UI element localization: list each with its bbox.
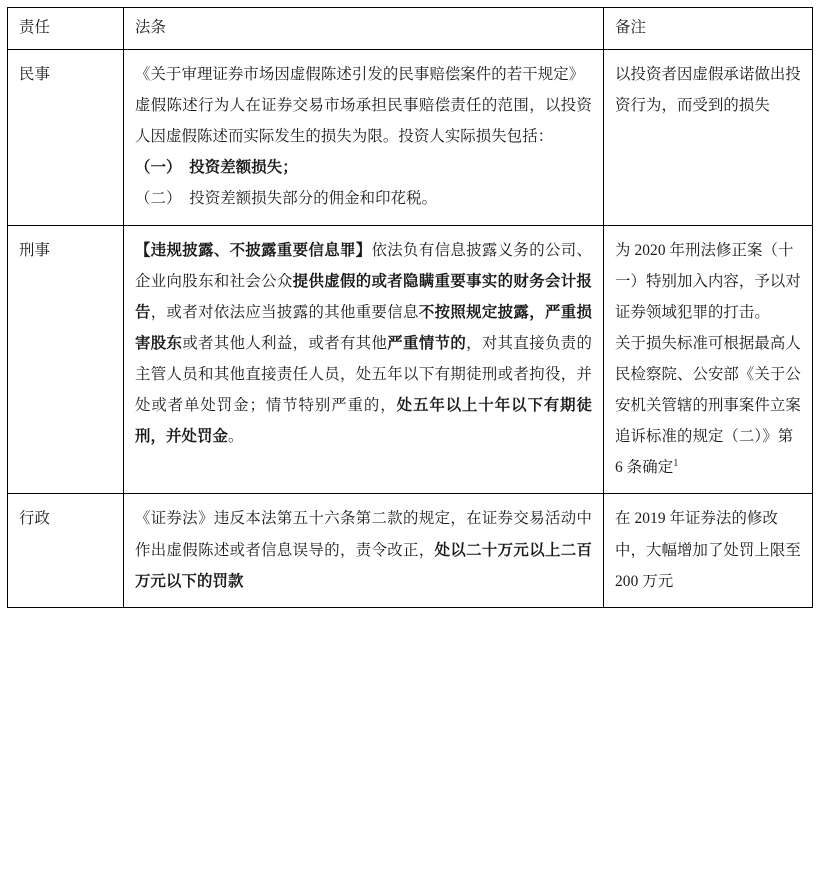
responsibility-label-administrative: 行政 [19,510,50,528]
responsibility-label-civil: 民事 [19,66,50,83]
emphasis-text: 不按照规定披露，严重损害股东 [135,303,592,352]
cell-provision-criminal [124,225,604,494]
body-text: 依法负有信息披露义务的公司、企业向股东和社会公众 [135,241,592,290]
paragraph [135,90,592,152]
paragraph [615,503,801,596]
cell-remark-civil [604,50,813,226]
body-text: 《证券法》违反本法第五十六条第二款的规定，在证券交易活动中作出虚假陈述或者信息误导的，责令改正， [135,510,592,559]
body-text: 或者其他人利益，或者有其他 [182,334,388,352]
paragraph [615,235,801,328]
table-row [8,225,813,494]
table-body [8,50,813,608]
footnote-reference-marker[interactable]: 1 [673,458,679,470]
column-header-provision [124,8,604,50]
column-header-responsibility [8,8,124,50]
cell-remark-administrative [604,494,813,607]
paragraph [615,328,801,484]
paragraph [135,235,592,453]
emphasis-text: 【违规披露、不披露重要信息罪】 [135,241,372,259]
body-text: （二） 投资差额损失部分的佣金和印花税。 [135,190,438,208]
cell-provision-administrative [124,494,604,607]
cell-provision-civil [124,50,604,226]
paragraph [135,152,592,183]
paragraph [615,59,801,121]
column-header-remark [604,8,813,50]
table-row [8,50,813,226]
column-header-provision-label: 法条 [135,19,166,36]
column-header-remark-label: 备注 [615,19,646,36]
emphasis-text: 处五年以上十年以下有期徒刑，并处罚金 [135,397,593,446]
provision-text-civil [135,59,592,215]
paragraph [135,59,592,90]
cell-responsibility-administrative [8,494,124,607]
liability-legal-provisions-table [7,7,813,608]
cell-remark-criminal [604,225,813,494]
emphasis-text: 严重情节的 [387,334,467,352]
body-text: ，或者对依法应当披露的其他重要信息 [150,303,419,321]
paragraph [135,183,592,214]
body-text: 关于损失标准可根据最高人民检察院、公安部《关于公安机关管辖的刑事案件立案追诉标准的规定（二）》第 6 条确定 [615,334,801,477]
body-text: 为 2020 年刑法修正案（十一）特别加入内容，予以对证券领域犯罪的打击。 [615,241,801,321]
remark-text-criminal [615,235,801,484]
emphasis-text: 提供虚假的或者隐瞒重要事实的财务会计报告 [135,272,592,321]
remark-text-administrative [615,503,801,596]
table-row [8,494,813,607]
body-text: 以投资者因虚假承诺做出投资行为，而受到的损失 [615,66,801,115]
body-text: 虚假陈述行为人在证券交易市场承担民事赔偿责任的范围，以投资人因虚假陈述而实际发生的损失为限。投资人实际损失包括： [135,97,592,146]
cell-responsibility-civil [8,50,124,226]
emphasis-text: 处以二十万元以上二百万元以下的罚款 [135,541,592,590]
emphasis-text: （一） 投资差额损失； [135,159,298,177]
body-text: ，对其直接负责的主管人员和其他直接责任人员，处五年以下有期徒刑或者拘役，并处或者单处罚金；情节特别严重的， [135,334,592,415]
responsibility-label-criminal: 刑事 [19,241,50,259]
body-text: 《关于审理证券市场因虚假陈述引发的民事赔偿案件的若干规定》 [135,66,585,83]
provision-text-criminal [135,235,592,453]
table-header [8,8,813,50]
column-header-responsibility-label: 责任 [19,19,50,36]
paragraph [135,503,592,596]
table-header-row [8,8,813,50]
cell-responsibility-criminal [8,225,124,494]
provision-text-administrative [135,503,592,596]
remark-text-civil [615,59,801,121]
body-text: 。 [227,428,244,446]
body-text: 在 2019 年证券法的修改中，大幅增加了处罚上限至 200 万元 [615,510,801,590]
